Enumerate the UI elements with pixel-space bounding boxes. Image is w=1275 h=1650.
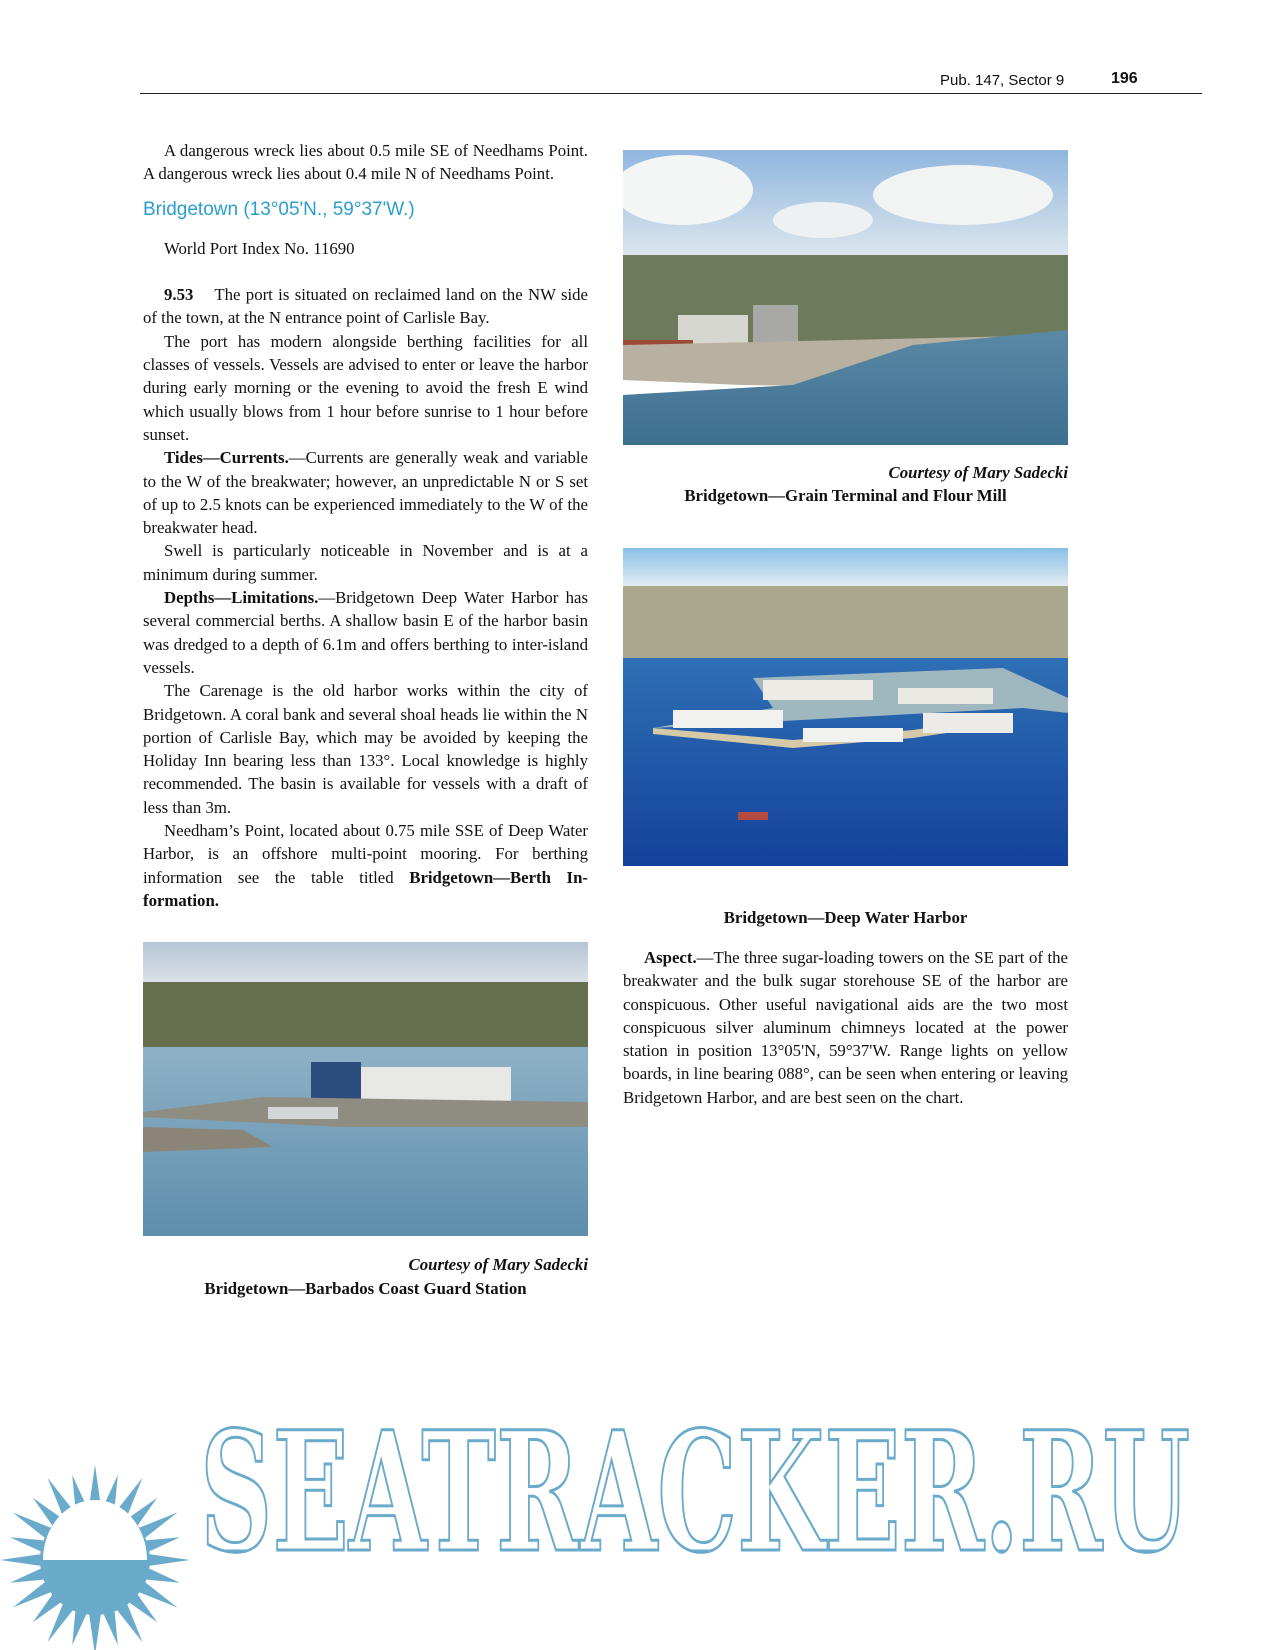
paragraph: [143, 446, 588, 539]
page-number: 196: [1111, 70, 1138, 87]
run-in-heading: Aspect.: [644, 948, 697, 967]
table-reference: Bridgetown—Berth Information.: [143, 867, 589, 910]
photo-image: [623, 150, 1068, 445]
photo-deep-water-harbor: [623, 548, 1068, 866]
photo-caption: Bridgetown—Barbados Coast Guard Station: [204, 1278, 527, 1298]
running-header: Pub. 147, Sector 9: [940, 72, 1065, 89]
paragraph-text: —Bridgetown Deep Water Harbor has several commercial berths. A shallow basin E of the harbor basin was dredged to a depth of 6.1m and offers berthing to inter-island vessels.: [143, 588, 588, 677]
header-rule: [140, 93, 1202, 94]
paragraph-text: —Currents are generally weak and variable to the W of the breakwater; however, an unpredictable N or S set of up to 2.5 knots can be experienced immediately to the W of the breakwater head.: [143, 448, 588, 538]
paragraph: The Carenage is the old harbor works within the city of Bridgetown. A coral bank and several shoal heads lie within the N portion of Carlisle Bay, which may be avoided by keeping the Holiday Inn bearing less than 133°. Local knowledge is highly recommended. The basin is available for vessels with a draft of less than 3m.: [143, 681, 588, 817]
seatracker-watermark-logo: [0, 1385, 1275, 1650]
left-column: [143, 139, 588, 1300]
wpi-number: World Port Index No. 11690: [164, 238, 355, 258]
paragraph-number: 9.53: [164, 285, 194, 305]
paragraph: Swell is particularly noticeable in November and is at a minimum during summer.: [143, 541, 588, 584]
paragraph-text: The port is situated on reclaimed land on the NW side of the town, at the N entrance point of Carlisle Bay.: [143, 285, 588, 328]
right-column: [623, 946, 1068, 1109]
paragraph: A dangerous wreck lies about 0.5 mile SE of Needhams Point. A dangerous wreck lies about 0.4 mile N of Needhams Point.: [143, 141, 588, 184]
photo-credit: Courtesy of Mary Sadecki: [408, 1255, 588, 1275]
run-in-heading: Depths—Limitations.: [164, 588, 319, 608]
run-in-heading: Tides—Currents.: [164, 448, 289, 468]
section-heading: Bridgetown (13°05'N., 59°37'W.): [143, 198, 415, 220]
photo-caption: Bridgetown—Deep Water Harbor: [723, 908, 968, 927]
photo-credit: Courtesy of Mary Sadecki: [888, 463, 1068, 482]
paragraph: The port has modern alongside berthing facilities for all classes of vessels. Vessels are advised to enter or leave the harbor during early morning or the evening to avoid the fresh E wind which usually blows from 1 hour before sunrise to 1 hour before sunset.: [143, 331, 588, 444]
watermark-text: SEATRACKER.RU: [200, 1395, 1190, 1589]
photo-caption: Bridgetown—Grain Terminal and Flour Mill: [684, 486, 1007, 505]
paragraph-text: —The three sugar-loading towers on the SE part of the breakwater and the bulk sugar storehouse SE of the harbor are conspicuous. Other useful navigational aids are the two most conspicuous silver aluminum chimneys located at the power station in position 13°05'N, 59°37'W. Range lights on yellow boards, in line bearing 088°, can be seen when entering or leaving Bridgetown Harbor, and are best seen on the chart.: [623, 948, 1068, 1107]
paragraph: [143, 283, 588, 330]
paragraph: [623, 946, 1068, 1109]
photo-grain-terminal: [623, 150, 1068, 445]
photo-image: [623, 548, 1068, 866]
paragraph: [143, 819, 588, 912]
photo-image: [143, 942, 588, 1236]
paragraph: [143, 586, 588, 679]
paragraph-text: Needham’s Point, located about 0.75 mile SSE of Deep Water Harbor, is an offshore multi-point mooring. For berthing information see the table titled: [143, 821, 588, 887]
photo-coast-guard-station: [143, 942, 588, 1236]
